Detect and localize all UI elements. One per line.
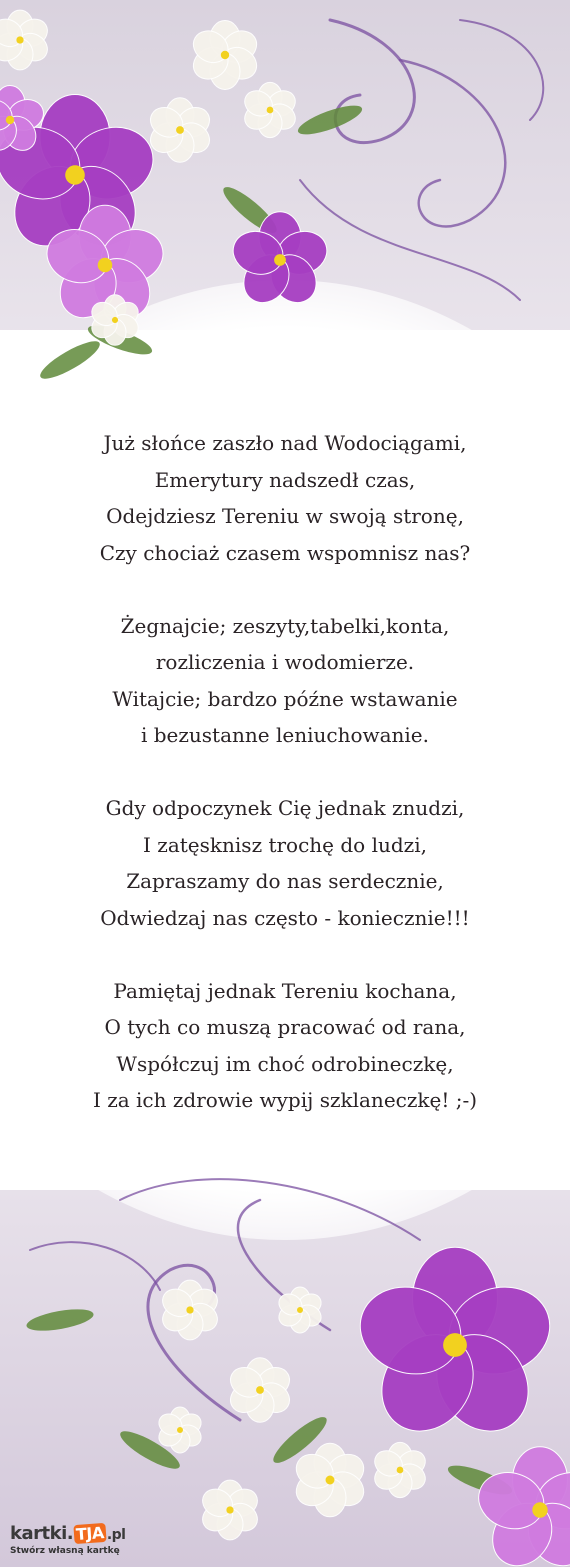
site-logo[interactable] [6,1519,124,1561]
poem-line: Witajcie; bardzo późne wstawanie [112,686,458,711]
poem-stanza [0,425,570,571]
logo-tagline: Stwórz własną kartkę [10,1546,120,1556]
poem-line: Gdy odpoczynek Cię jednak znudzi, [105,796,465,820]
poem-line: Współczuj im choć odrobineczkę, [116,1051,454,1076]
poem-stanza [0,790,570,936]
poem-line: i bezustanne leniuchowanie. [140,723,430,747]
poem-line: Pamiętaj jednak Tereniu kochana, [113,978,457,1003]
poem-line: Odejdziesz Tereniu w swoją stronę, [106,504,464,528]
poem-line: Czy chociaż czasem wspomnisz nas? [99,540,471,565]
logo-prefix: kartki. [10,1523,74,1544]
logo-wordmark [10,1523,125,1544]
poem-stanza [0,608,570,754]
poem-line: I zatęsknisz trochę do ludzi, [143,832,427,857]
poem-line: Emerytury nadszedł czas, [154,467,416,492]
poem-line: Odwiedzaj nas często - koniecznie!!! [100,905,470,930]
logo-badge: TJA [75,1523,105,1544]
poem-line: I za ich zdrowie wypij szklaneczkę! ;-) [92,1088,478,1112]
poem-line: rozliczenia i wodomierze. [155,650,415,674]
poem-line: Już słońce zaszło nad Wodociągami, [103,431,467,455]
poem-line: O tych co muszą pracować od rana, [104,1015,466,1039]
logo-tld: .pl [106,1527,126,1543]
poem-line: Żegnajcie; zeszyty,tabelki,konta, [120,613,450,638]
poem [0,425,570,1155]
poem-line: Zapraszamy do nas serdecznie, [126,869,444,893]
poem-stanza [0,973,570,1119]
